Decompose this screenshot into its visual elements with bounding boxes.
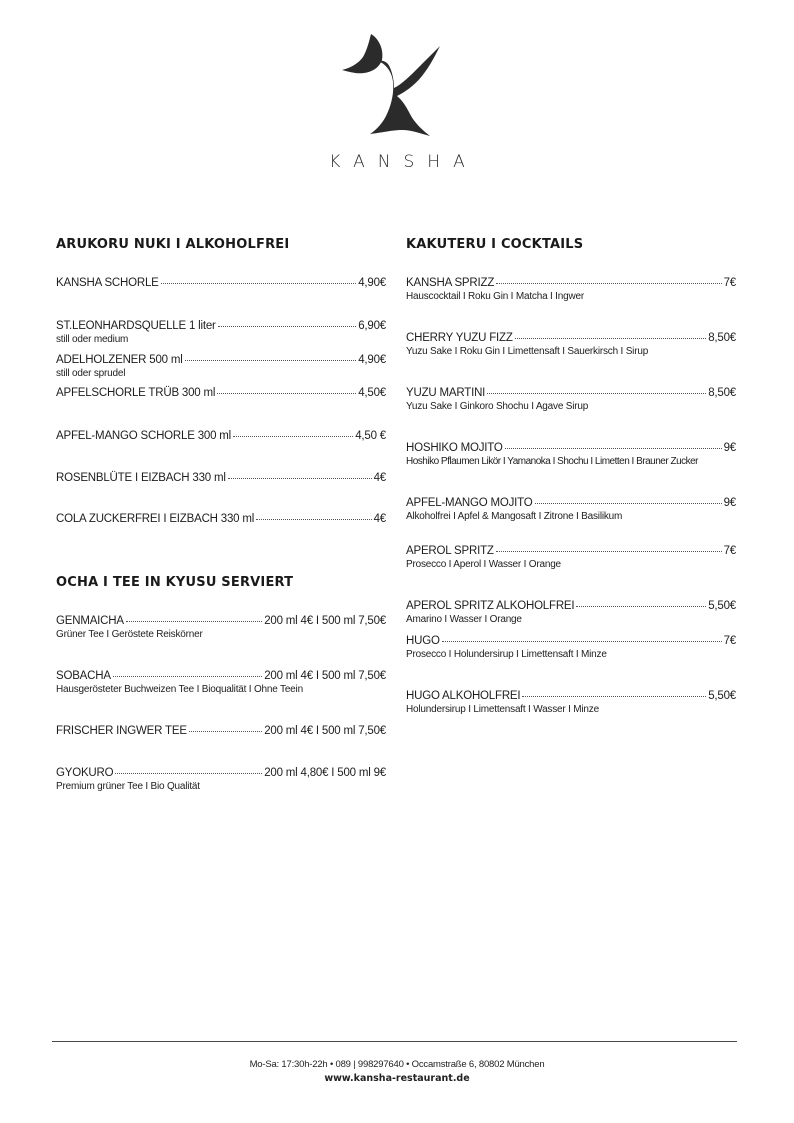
section-title-tee: OCHA I TEE IN KYUSU SERVIERT [56,575,294,590]
item-price: 4€ [373,472,386,484]
dot-leader [233,436,353,437]
footer-contact-info: Mo-Sa: 17:30h-22h • 089 | 998297640 • Occamstraße 6, 80802 München [249,1059,545,1070]
dot-leader [576,606,706,607]
dot-leader [522,696,706,697]
kansha-k-logo-icon [342,30,452,138]
menu-item [56,276,386,290]
left-column [56,236,386,792]
item-name: APFELSCHORLE TRÜB 300 ml [56,387,216,399]
item-price: 200 ml 4€ I 500 ml 7,50€ [264,670,386,682]
item-description: Prosecco I Holundersirup I Limettensaft I Minze [406,649,607,660]
menu-item [406,599,736,626]
dot-leader [161,283,357,284]
dot-leader [189,731,262,732]
item-price: 200 ml 4€ I 500 ml 7,50€ [264,615,386,627]
item-price: 200 ml 4,80€ I 500 ml 9€ [264,767,386,779]
menu-item [406,386,736,413]
item-name: YUZU MARTINI [406,387,486,399]
item-name: GYOKURO [56,767,114,779]
menu-item [406,544,736,571]
menu-item [406,689,736,716]
dot-leader [496,551,722,552]
dot-leader [217,393,356,394]
item-name: APEROL SPRITZ [406,545,494,557]
menu-item [56,614,386,641]
section-title-cocktails: KAKUTERU I COCKTAILS [406,237,584,252]
item-price: 8,50€ [708,332,736,344]
dot-leader [505,448,722,449]
item-description: Amarino I Wasser I Orange [406,614,522,625]
right-column [406,236,736,715]
menu-item [406,634,736,661]
item-name: ST.LEONHARDSQUELLE 1 liter [56,320,216,332]
dot-leader [126,621,262,622]
item-description: Premium grüner Tee I Bio Qualität [56,781,200,792]
item-price: 7€ [723,635,736,647]
item-price: 200 ml 4€ I 500 ml 7,50€ [264,725,386,737]
dot-leader [228,478,372,479]
menu-item [406,496,736,523]
dot-leader [218,326,357,327]
menu-item [406,276,736,303]
item-price: 4,50€ [358,387,386,399]
dot-leader [535,503,722,504]
item-price: 4,50 € [355,430,386,442]
item-price: 9€ [723,497,736,509]
item-description: Yuzu Sake I Roku Gin I Limettensaft I Sauerkirsch I Sirup [406,346,649,357]
item-price: 6,90€ [358,320,386,332]
item-name: ADELHOLZENER 500 ml [56,354,183,366]
brand-wordmark: KANSHA [329,152,478,172]
menu-item [56,766,386,793]
dot-leader [496,283,721,284]
item-price: 5,50€ [708,690,736,702]
item-description: Hausgerösteter Buchweizen Tee I Bioqualität I Ohne Teein [56,684,303,695]
footer-divider [52,1041,737,1042]
dot-leader [515,338,707,339]
item-name: COLA ZUCKERFREI I EIZBACH 330 ml [56,513,255,525]
footer-website-link[interactable]: www.kansha-restaurant.de [324,1073,470,1084]
item-name: KANSHA SCHORLE [56,277,159,289]
menu-item [56,669,386,696]
item-description: Grüner Tee I Geröstete Reiskörner [56,629,203,640]
item-price: 7€ [723,545,736,557]
dot-leader [487,393,706,394]
dot-leader [185,360,357,361]
item-name: APFEL-MANGO MOJITO [406,497,533,509]
menu-item [56,471,386,485]
item-price: 9€ [723,442,736,454]
item-name: SOBACHA [56,670,111,682]
item-price: 8,50€ [708,387,736,399]
item-name: HUGO [406,635,440,647]
dot-leader [256,519,372,520]
item-name: KANSHA SPRIZZ [406,277,495,289]
menu-item [56,319,386,346]
item-price: 4,90€ [358,277,386,289]
item-price: 4€ [373,513,386,525]
item-price: 4,90€ [358,354,386,366]
dot-leader [113,676,262,677]
item-description: still oder sprudel [56,368,126,379]
item-name: APEROL SPRITZ ALKOHOLFREI [406,600,575,612]
item-name: HUGO ALKOHOLFREI [406,690,521,702]
menu-item [56,429,386,443]
menu-item [56,353,386,380]
menu-item [56,386,386,400]
item-name: APFEL-MANGO SCHORLE 300 ml [56,430,232,442]
item-name: GENMAICHA [56,615,124,627]
item-description: Holundersirup I Limettensaft I Wasser I Minze [406,704,599,715]
dot-leader [115,773,262,774]
menu-item [406,441,736,468]
menu-item [56,512,386,526]
item-description: Hoshiko Pflaumen Likör I Yamanoka I Shochu I Limetten I Brauner Zucker [406,456,699,467]
item-description: Prosecco I Aperol I Wasser I Orange [406,559,561,570]
item-name: HOSHIKO MOJITO [406,442,503,454]
section-title-alkoholfrei: ARUKORU NUKI I ALKOHOLFREI [56,237,290,252]
dot-leader [442,641,722,642]
menu-item [406,331,736,358]
item-description: Yuzu Sake I Ginkoro Shochu I Agave Sirup [406,401,589,412]
item-description: Alkoholfrei I Apfel & Mangosaft I Zitrone I Basilikum [406,511,623,522]
item-description: Hauscocktail I Roku Gin I Matcha I Ingwer [406,291,584,302]
item-price: 5,50€ [708,600,736,612]
menu-item [56,724,386,738]
item-name: CHERRY YUZU FIZZ [406,332,513,344]
item-name: FRISCHER INGWER TEE [56,725,187,737]
item-name: ROSENBLÜTE I EIZBACH 330 ml [56,472,226,484]
item-price: 7€ [723,277,736,289]
item-description: still oder medium [56,334,129,345]
logo [0,30,794,138]
